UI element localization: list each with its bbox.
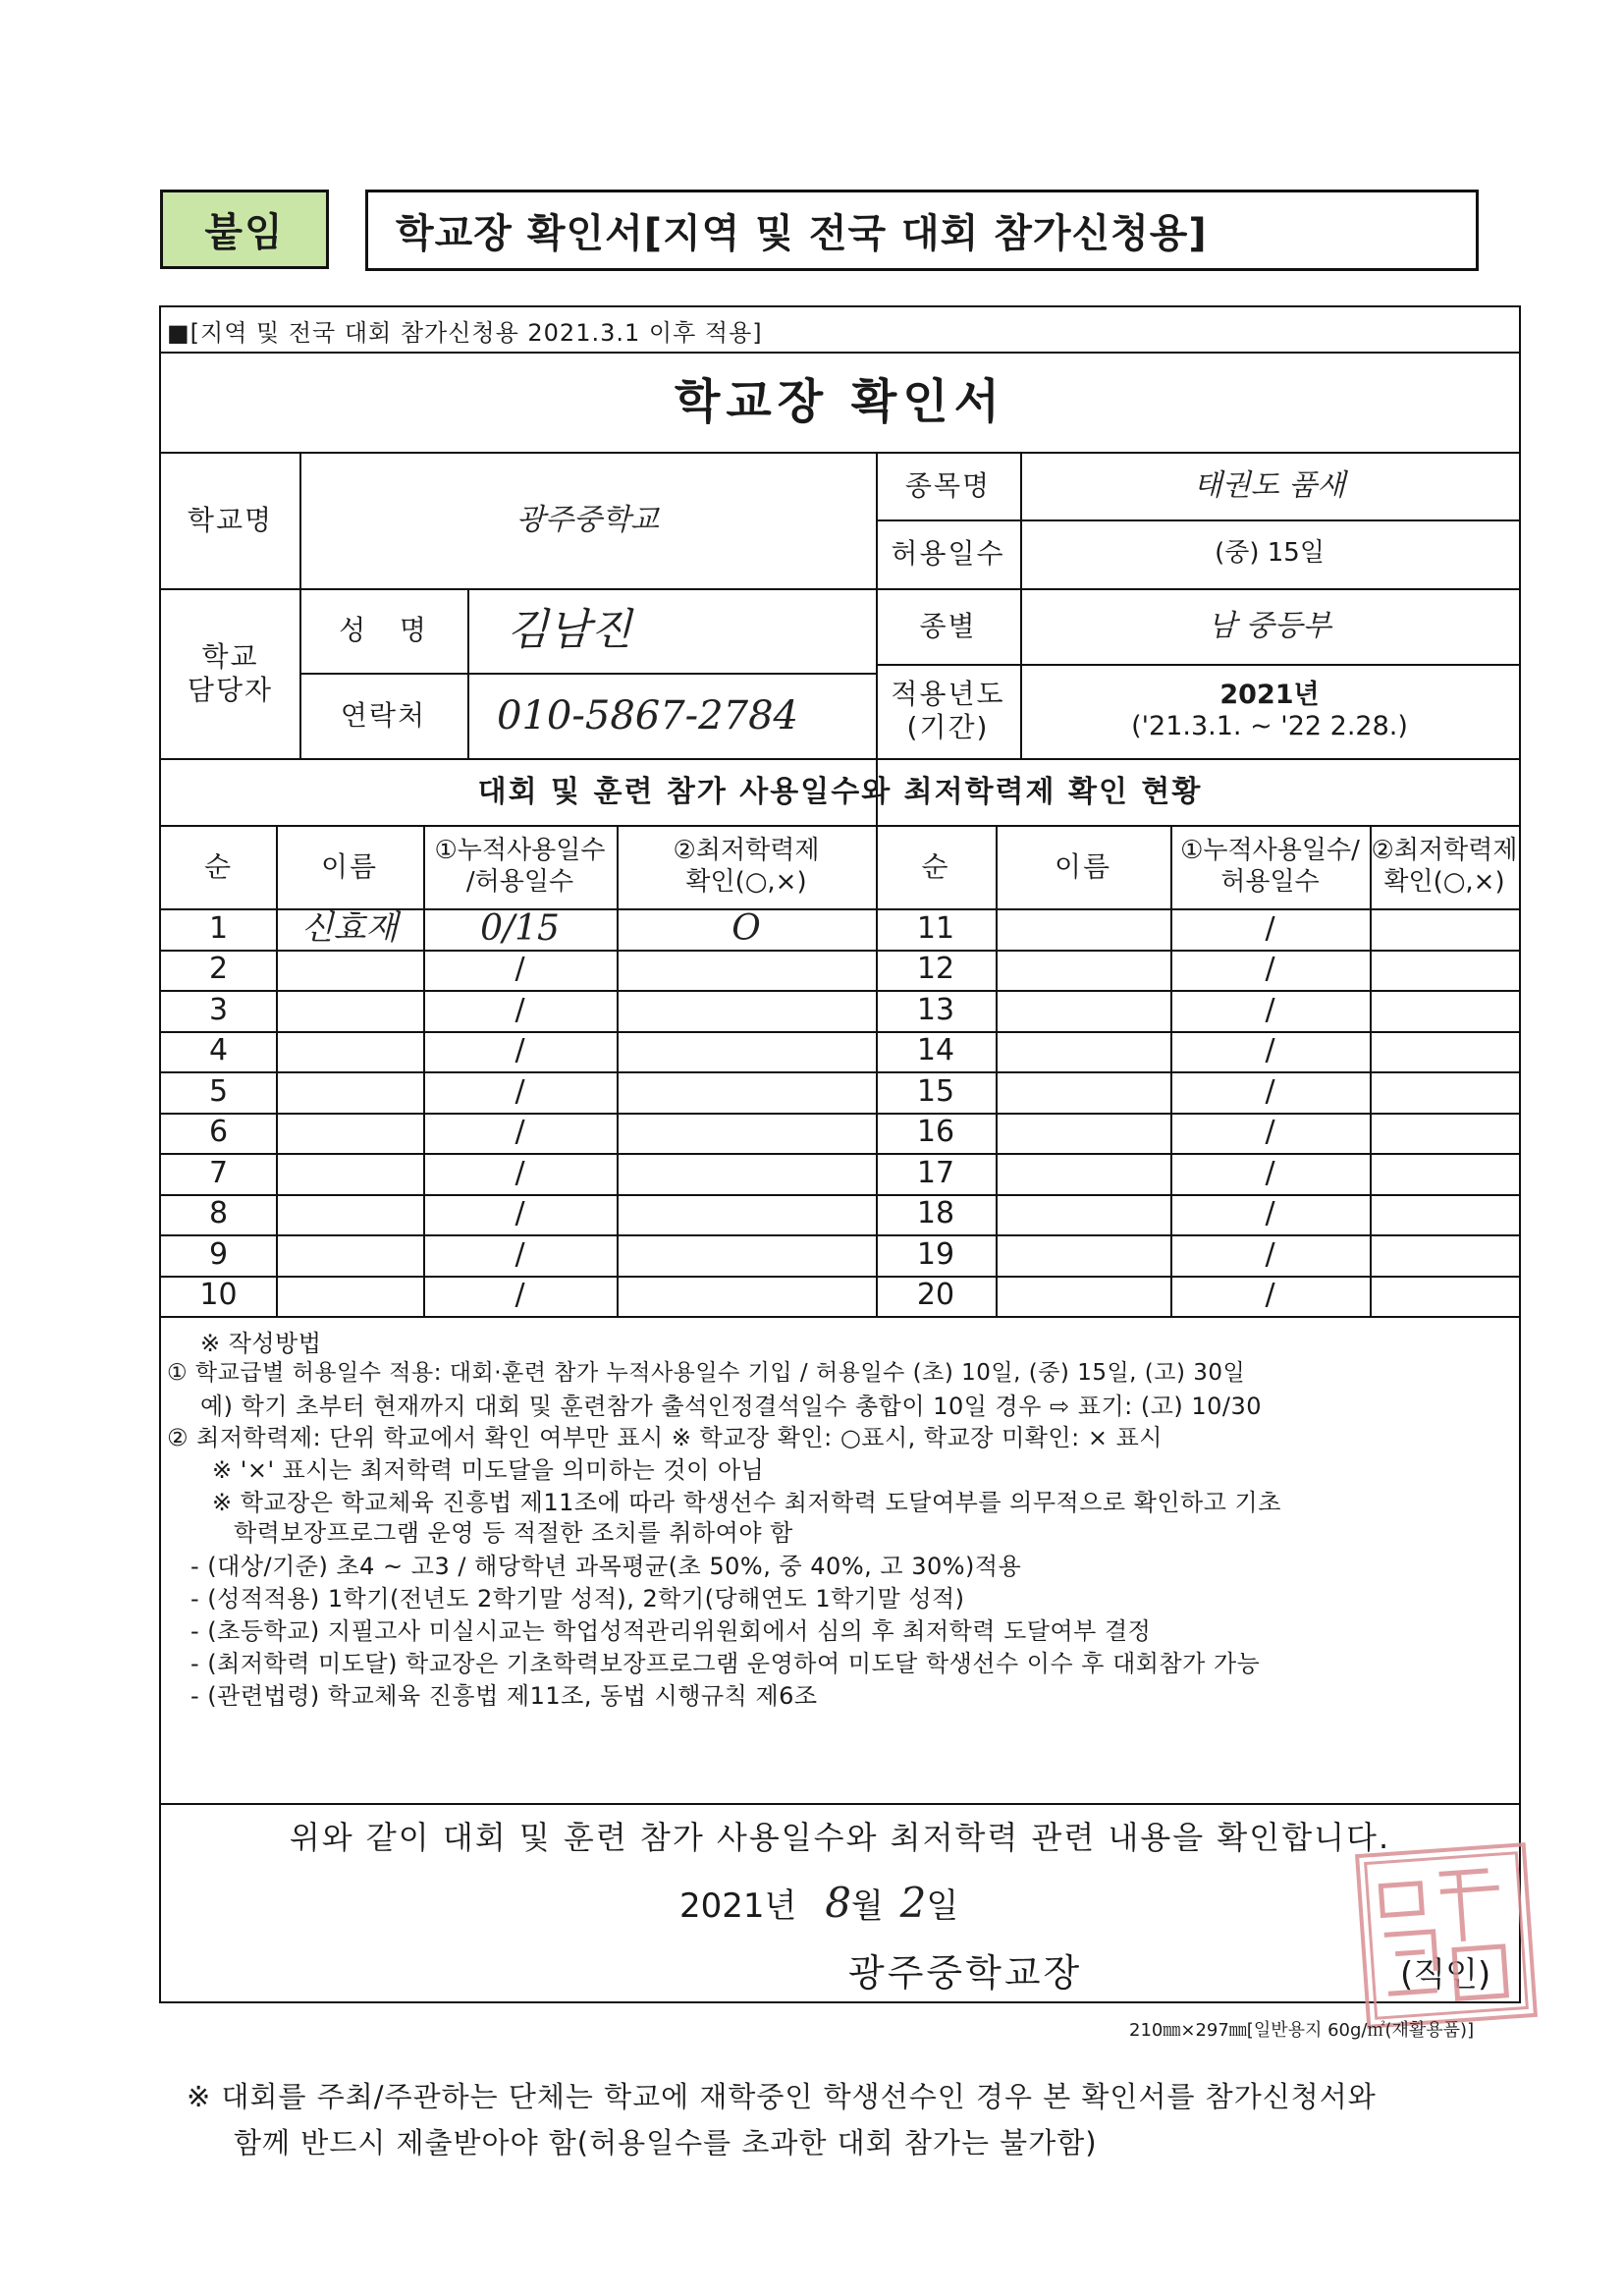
- period-range: ('21.3.1. ~ '22 2.28.): [1131, 711, 1408, 741]
- principal-name: 광주중학교장: [848, 1951, 1083, 1995]
- name-label: 성 명: [339, 614, 428, 647]
- event-label: 종목명: [904, 468, 992, 502]
- division-value: 남 중등부: [1208, 608, 1331, 643]
- table-cell-name: [276, 1113, 423, 1154]
- allowed-days-value: (중) 15일: [1215, 538, 1325, 569]
- school-value: 광주중학교: [516, 502, 659, 537]
- table-cell-name: 신효재: [300, 908, 399, 949]
- period-value: [1020, 664, 1519, 758]
- table-cell-days: /: [1265, 1196, 1275, 1231]
- col-seq-right: 순: [921, 849, 950, 883]
- col-days-left-line2: /허용일수: [465, 866, 574, 897]
- table-cell-seq: 11: [916, 910, 955, 946]
- header-title: 학교장 확인서[지역 및 전국 대회 참가신청용]: [365, 190, 1479, 271]
- table-cell-name: [996, 1194, 1170, 1235]
- date-month: 8: [825, 1879, 851, 1927]
- instruction-line: 학력보장프로그램 운영 등 적절한 조치를 취하여야 함: [234, 1519, 793, 1547]
- period-label-line1: 적용년도: [891, 678, 1005, 711]
- table-cell-min: [1370, 1276, 1519, 1317]
- table-cell-name: [996, 1153, 1170, 1194]
- division-label: 종별: [919, 609, 977, 642]
- table-cell-min: [1370, 950, 1519, 991]
- date-day: 2: [899, 1879, 927, 1927]
- col-min-left-line1: ②최저학력제: [673, 836, 820, 866]
- table-cell-seq: 18: [916, 1196, 955, 1231]
- table-cell-seq: 8: [208, 1196, 229, 1231]
- instruction-line: ※ 학교장은 학교체육 진흥법 제11조에 따라 학생선수 최저학력 도달여부를 의무적으로 확인하고 기초: [212, 1489, 1281, 1516]
- table-cell-name: [996, 950, 1170, 991]
- instruction-line: ② 최저학력제: 단위 학교에서 확인 여부만 표시 ※ 학교장 확인: ○표시, 학교장 미확인: × 표시: [167, 1424, 1163, 1451]
- table-cell-min: [617, 1113, 876, 1154]
- table-cell-seq: 12: [916, 952, 955, 987]
- table-cell-min: [617, 1153, 876, 1194]
- instruction-line: ① 학교급별 허용일수 적용: 대회·훈련 참가 누적사용일수 기입 / 허용일수 (초) 10일, (중) 15일, (고) 30일: [167, 1360, 1246, 1386]
- col-min-right: [1370, 825, 1519, 908]
- table-cell-days: /: [514, 1115, 525, 1150]
- table-cell-min: [1370, 1153, 1519, 1194]
- table-cell-name: [996, 990, 1170, 1031]
- table-cell-days: /: [1265, 1155, 1275, 1190]
- table-cell-min: [617, 1031, 876, 1072]
- table-cell-seq: 17: [916, 1155, 955, 1190]
- form-subtitle: ■[지역 및 전국 대회 참가신청용 2021.3.1 이후 적용]: [167, 319, 763, 347]
- table-cell-name: [276, 1194, 423, 1235]
- instruction-line: 예) 학기 초부터 현재까지 대회 및 훈련참가 출석인정결석일수 총합이 10일 경우 ⇨ 표기: (고) 10/30: [200, 1393, 1263, 1420]
- table-cell-days: /: [514, 1196, 525, 1231]
- contact-value: 010-5867-2784: [497, 692, 798, 738]
- col-min-left: [617, 825, 876, 908]
- table-cell-seq: 15: [916, 1073, 955, 1109]
- table-cell-name: [276, 950, 423, 991]
- col-days-left-line1: ①누적사용일수: [434, 836, 606, 866]
- official-seal-stamp: [1355, 1842, 1538, 2029]
- table-cell-days: /: [1265, 1236, 1275, 1272]
- table-cell-min: [617, 1276, 876, 1317]
- table-cell-name: [996, 1113, 1170, 1154]
- table-cell-seq: 19: [916, 1236, 955, 1272]
- footer-note-line2: 함께 반드시 제출받아야 함(허용일수를 초과한 대회 참가는 불가함): [234, 2126, 1098, 2159]
- col-min-right-line1: ②최저학력제: [1371, 836, 1518, 866]
- table-cell-seq: 14: [916, 1033, 955, 1068]
- table-cell-seq: 4: [208, 1033, 229, 1068]
- date-day-unit: 일: [926, 1886, 959, 1926]
- table-cell-seq: 10: [199, 1278, 238, 1313]
- table-cell-min: [1370, 1113, 1519, 1154]
- col-min-left-line2: 확인(○,×): [685, 866, 807, 897]
- date-month-unit: 월: [850, 1886, 884, 1926]
- table-cell-name: [276, 1234, 423, 1276]
- allowed-days-label: 허용일수: [891, 537, 1005, 571]
- table-cell-min: O: [731, 908, 761, 950]
- table-cell-name: [276, 1031, 423, 1072]
- table-cell-name: [996, 908, 1170, 950]
- footer-note-line1: ※ 대회를 주최/주관하는 단체는 학교에 재학중인 학생선수인 경우 본 확인서를 참가신청서와: [187, 2080, 1377, 2113]
- col-days-left: [423, 825, 617, 908]
- table-cell-days: /: [514, 992, 525, 1027]
- table-cell-days: /: [1265, 1278, 1275, 1313]
- table-cell-days: /: [1265, 992, 1275, 1027]
- table-cell-days: /: [514, 1236, 525, 1272]
- table-cell-name: [996, 1234, 1170, 1276]
- table-cell-min: [617, 1194, 876, 1235]
- table-cell-name: [276, 1071, 423, 1113]
- table-cell-days: /: [1265, 1115, 1275, 1150]
- instruction-line: - (관련법령) 학교체육 진흥법 제11조, 동법 시행규칙 제6조: [190, 1682, 818, 1710]
- table-cell-seq: 9: [208, 1236, 229, 1272]
- manager-label: [161, 588, 299, 758]
- instruction-line: - (최저학력 미도달) 학교장은 기초학력보장프로그램 운영하여 미도달 학생선수 이수 후 대회참가 가능: [190, 1650, 1261, 1677]
- col-seq-left: 순: [203, 849, 234, 883]
- manager-label-line1: 학교: [201, 639, 259, 673]
- table-cell-name: [996, 1071, 1170, 1113]
- period-year: 2021년: [1219, 679, 1320, 710]
- table-cell-days: /: [1265, 910, 1275, 946]
- table-cell-days: /: [1265, 1073, 1275, 1109]
- table-cell-seq: 5: [208, 1073, 229, 1109]
- instruction-line: - (대상/기준) 초4 ~ 고3 / 해당학년 과목평균(초 50%, 중 40%, 고 30%)적용: [190, 1553, 1022, 1580]
- table-cell-min: [617, 950, 876, 991]
- table-cell-min: [617, 990, 876, 1031]
- table-cell-days: /: [514, 952, 525, 987]
- contact-label: 연락처: [340, 698, 427, 732]
- manager-label-line2: 담당자: [187, 673, 274, 706]
- table-cell-min: [1370, 990, 1519, 1031]
- table-cell-min: [1370, 1234, 1519, 1276]
- table-cell-seq: 13: [916, 992, 955, 1027]
- table-cell-seq: 20: [916, 1278, 955, 1313]
- col-name-left: 이름: [320, 849, 379, 883]
- table-cell-seq: 2: [208, 952, 229, 987]
- col-min-right-line2: 확인(○,×): [1383, 866, 1505, 897]
- confirm-text: 위와 같이 대회 및 훈련 참가 사용일수와 최저학력 관련 내용을 확인합니다.: [289, 1818, 1391, 1856]
- col-days-right-line2: 허용일수: [1220, 866, 1320, 897]
- instruction-line: ※ '×' 표시는 최저학력 미도달을 의미하는 것이 아님: [212, 1456, 765, 1484]
- table-cell-name: [276, 1153, 423, 1194]
- seal-label: (직인): [1400, 1955, 1491, 1995]
- table-cell-min: [1370, 1071, 1519, 1113]
- table-cell-min: [617, 1071, 876, 1113]
- table-cell-name: [276, 1276, 423, 1317]
- instruction-line: ※ 작성방법: [200, 1330, 322, 1357]
- seal-pattern-icon: [1359, 1846, 1533, 2024]
- table-cell-days: /: [514, 1278, 525, 1313]
- table-cell-days: 0/15: [480, 908, 560, 950]
- table-cell-seq: 16: [916, 1115, 955, 1150]
- table-cell-name: [276, 990, 423, 1031]
- col-days-right: [1170, 825, 1370, 908]
- table-cell-days: /: [1265, 1033, 1275, 1068]
- table-cell-seq: 6: [208, 1115, 229, 1150]
- col-days-right-line1: ①누적사용일수/: [1180, 836, 1360, 866]
- col-name-right: 이름: [1054, 849, 1112, 883]
- table-cell-min: [1370, 908, 1519, 950]
- school-label: 학교명: [187, 503, 274, 536]
- table-cell-days: /: [514, 1073, 525, 1109]
- table-cell-days: /: [514, 1155, 525, 1190]
- period-label-line2: (기간): [906, 711, 990, 743]
- period-label: [876, 664, 1020, 758]
- instruction-line: - (성적적용) 1학기(전년도 2학기말 성적), 2학기(당해연도 1학기말 성적): [190, 1585, 965, 1613]
- event-value: 태권도 품새: [1193, 467, 1346, 503]
- paper-spec: 210㎜×297㎜[일반용지 60g/㎡(재활용품)]: [1129, 2020, 1475, 2041]
- instruction-line: - (초등학교) 지필고사 미실시교는 학업성적관리위원회에서 심의 후 최저학력 도달여부 결정: [190, 1617, 1152, 1645]
- date-year: 2021년: [679, 1886, 797, 1926]
- name-value: 김남진: [507, 604, 632, 655]
- attachment-tag: 붙임: [160, 190, 329, 269]
- table-cell-min: [1370, 1194, 1519, 1235]
- table-cell-name: [996, 1276, 1170, 1317]
- section-title: 대회 및 훈련 참가 사용일수와 최저학력제 확인 현황: [477, 775, 1203, 809]
- confirmation-form: [159, 305, 1521, 2003]
- table-cell-days: /: [514, 1033, 525, 1068]
- table-cell-seq: 3: [208, 992, 229, 1027]
- table-cell-days: /: [1265, 952, 1275, 987]
- table-cell-name: [996, 1031, 1170, 1072]
- table-cell-seq: 1: [208, 910, 229, 946]
- table-cell-seq: 7: [208, 1155, 229, 1190]
- confirm-date: [679, 1879, 958, 1927]
- form-title: 학교장 확인서: [675, 374, 1005, 430]
- table-cell-min: [617, 1234, 876, 1276]
- table-cell-min: [1370, 1031, 1519, 1072]
